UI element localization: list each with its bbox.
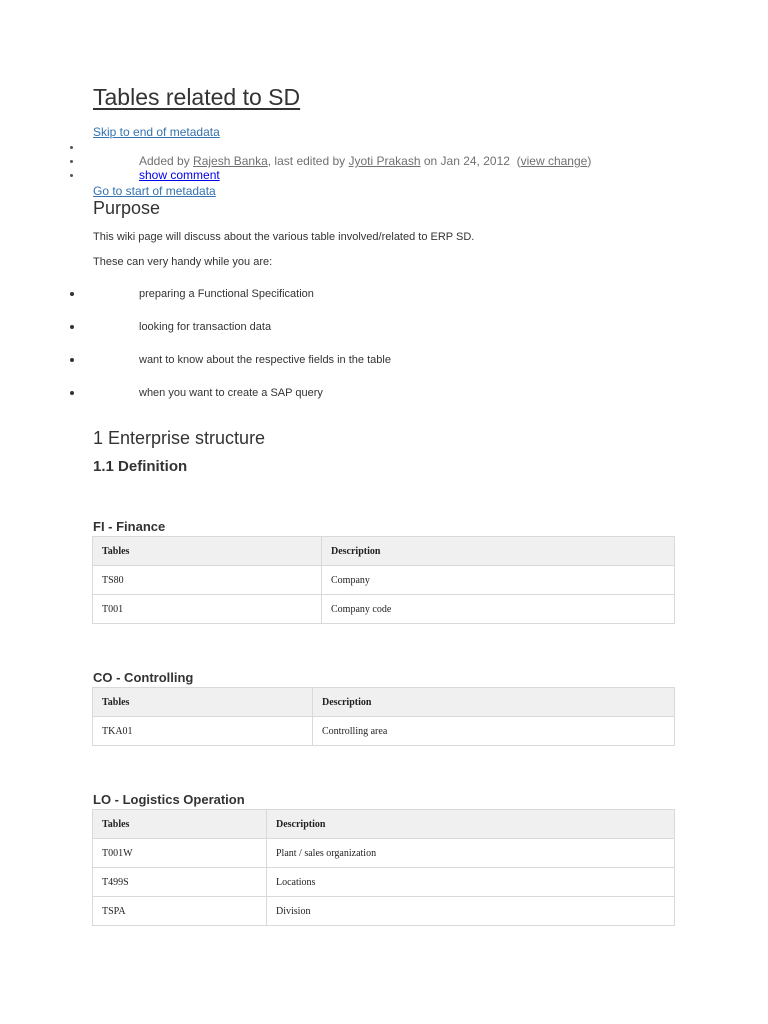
- added-by-prefix: Added by: [139, 154, 194, 168]
- fi-finance-table: [92, 536, 675, 624]
- skip-to-end-of-metadata-link[interactable]: Skip to end of metadata: [93, 125, 220, 139]
- table-row: [93, 897, 675, 926]
- purpose-list-item-text: looking for transaction data: [139, 321, 272, 333]
- bullet-icon: [70, 292, 74, 296]
- table-cell-table: T499S: [93, 868, 267, 897]
- table-cell-description: Company: [322, 566, 675, 595]
- purpose-heading: Purpose: [93, 198, 161, 218]
- lo-logistics-operation-heading: LO - Logistics Operation: [93, 792, 245, 807]
- column-header-tables: Tables: [93, 688, 313, 717]
- bullet-icon: [70, 174, 73, 177]
- lo-logistics-operation-table: [92, 809, 675, 926]
- table-row: [93, 839, 675, 868]
- column-header-tables: Tables: [93, 810, 267, 839]
- column-header-description: Description: [267, 810, 675, 839]
- edited-by-prefix: , last edited by: [267, 154, 349, 168]
- table-cell-description: Locations: [267, 868, 675, 897]
- table-header-row: [93, 537, 675, 566]
- table-cell-table: TKA01: [93, 717, 313, 746]
- edit-date: on Jan 24, 2012: [420, 154, 510, 168]
- table-row: [93, 566, 675, 595]
- table-cell-description: Company code: [322, 595, 675, 624]
- bullet-icon: [70, 146, 73, 149]
- go-to-start-of-metadata-link[interactable]: Go to start of metadata: [93, 184, 216, 198]
- purpose-paragraph-1: This wiki page will discuss about the various table involved/related to ERP SD.: [93, 231, 475, 243]
- show-comment-link[interactable]: show comment: [139, 168, 220, 182]
- purpose-list-item-text: when you want to create a SAP query: [139, 387, 323, 399]
- table-cell-description: Division: [267, 897, 675, 926]
- bullet-icon: [70, 160, 73, 163]
- table-cell-table: T001W: [93, 839, 267, 868]
- column-header-tables: Tables: [93, 537, 322, 566]
- bullet-icon: [70, 325, 74, 329]
- author-link[interactable]: Rajesh Banka: [193, 154, 268, 168]
- table-cell-table: TSPA: [93, 897, 267, 926]
- fi-finance-heading: FI - Finance: [93, 519, 166, 534]
- view-change-open: (: [509, 154, 521, 168]
- bullet-icon: [70, 391, 74, 395]
- view-change-link[interactable]: view change: [520, 154, 588, 168]
- column-header-description: Description: [322, 537, 675, 566]
- metadata-author-line: [139, 154, 591, 169]
- view-change-close: ): [587, 154, 592, 168]
- co-controlling-table: [92, 687, 675, 746]
- bullet-icon: [70, 358, 74, 362]
- table-row: [93, 595, 675, 624]
- table-row: [93, 868, 675, 897]
- table-cell-table: T001: [93, 595, 322, 624]
- purpose-paragraph-2: These can very handy while you are:: [93, 256, 273, 268]
- table-row: [93, 717, 675, 746]
- column-header-description: Description: [313, 688, 675, 717]
- definition-subheading: 1.1 Definition: [93, 458, 188, 475]
- table-cell-table: TS80: [93, 566, 322, 595]
- co-controlling-heading: CO - Controlling: [93, 670, 194, 685]
- table-header-row: [93, 810, 675, 839]
- editor-link[interactable]: Jyoti Prakash: [348, 154, 421, 168]
- table-header-row: [93, 688, 675, 717]
- table-cell-description: Plant / sales organization: [267, 839, 675, 868]
- table-cell-description: Controlling area: [313, 717, 675, 746]
- purpose-list-item-text: preparing a Functional Specification: [139, 288, 314, 300]
- page-title: Tables related to SD: [93, 84, 301, 110]
- purpose-list-item-text: want to know about the respective fields in the table: [139, 354, 391, 366]
- enterprise-structure-heading: 1 Enterprise structure: [93, 428, 266, 448]
